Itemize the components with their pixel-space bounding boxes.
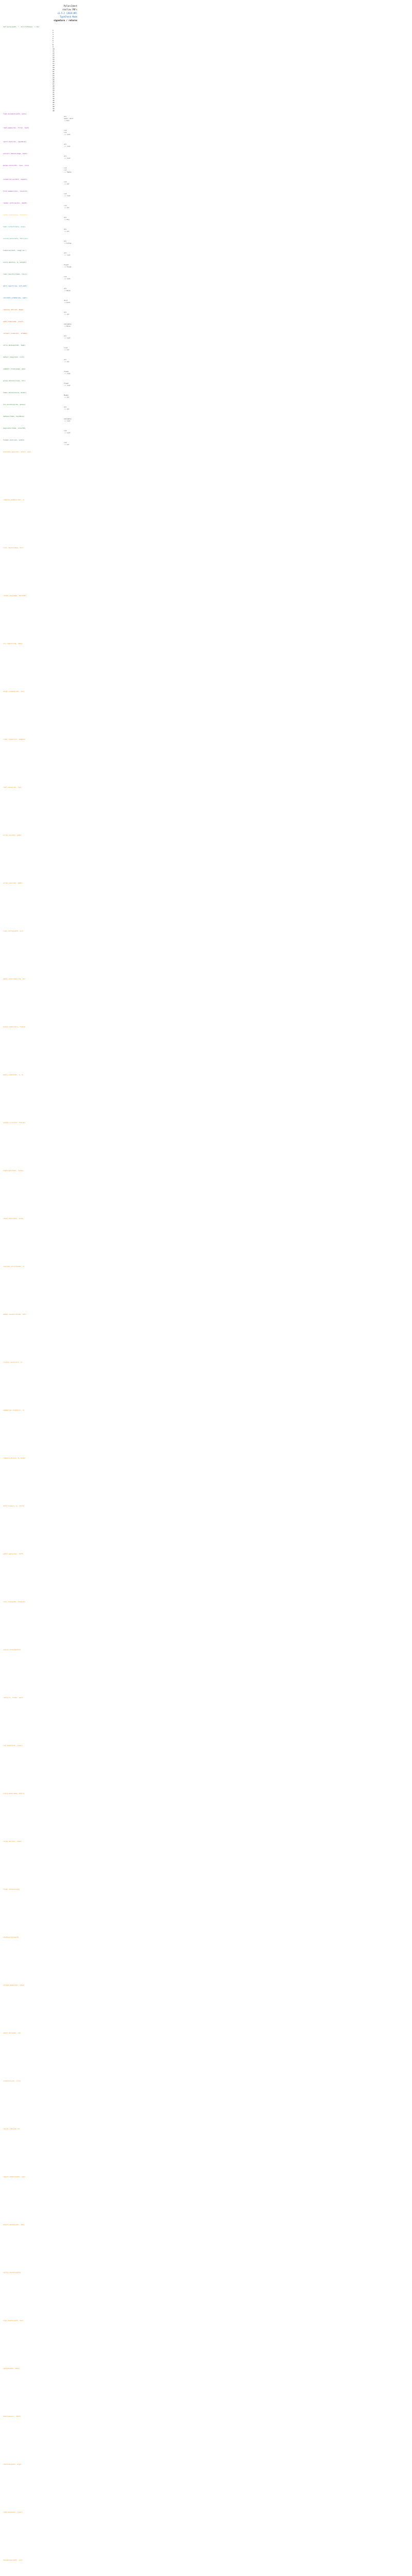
line-number: 31 [53,91,55,93]
function-entry [3,547,75,549]
meta-line: str [64,155,67,157]
function-entry [3,1840,75,1843]
function-signature-link[interactable]: load_document(path, opts) [3,113,27,115]
meta-line: str [64,252,67,254]
function-entry [3,415,75,422]
function-entry [3,2415,75,2418]
meta-line: -> list [64,278,71,280]
function-entry [3,1697,75,1699]
meta-line: Callable [64,323,72,325]
function-signature-link[interactable]: write_csv(tbl, path) [3,834,22,836]
function-signature-link[interactable]: paginate(items, size=50) [3,427,26,429]
line-number: 21 [53,71,55,73]
function-signature-link[interactable]: flush_cache(scope) [3,1888,20,1890]
function-signature-link[interactable]: segment_lines(page, gap) [3,368,26,370]
type-check-mode-link[interactable]: TypeCheck Mode [60,15,77,18]
function-entry [3,297,75,303]
line-number: 8 [53,44,54,46]
meta-line: opts: dict [64,117,74,120]
meta-line: -> None [64,325,71,327]
function-meta [3,264,75,268]
meta-line: -> bytes [64,242,72,244]
function-signature-link[interactable]: shutdown(grace=5) [3,1936,19,1938]
function-signature-link[interactable]: annotate_span(doc, start, end) [3,451,31,453]
line-number: 12 [53,52,55,54]
meta-line: str [64,311,67,313]
function-entry [3,344,75,351]
function-entry [3,309,75,315]
function-signature-link[interactable]: rank_results(items, top_k) [3,273,27,275]
function-signature-link[interactable]: find_headers(doc, level=2) [3,190,27,192]
function-entry [3,1217,75,1220]
function-meta [3,276,75,280]
function-signature-link[interactable]: diff_lines(a, b, ctx=3) [3,1505,25,1507]
function-entry [3,1457,75,1460]
meta-line: -> str [64,444,70,446]
function-entry [3,178,75,185]
function-signature-link[interactable]: extract_tables(page, mode) [3,152,27,155]
function-signature-link[interactable]: collect_links(doc, scheme) [3,332,27,334]
function-entry [3,392,75,398]
function-entry [3,1265,75,1268]
meta-line: str [64,216,67,218]
function-entry [3,152,75,159]
function-signature-link[interactable]: merge_cells(tbl, rows, cols) [3,164,29,166]
meta-line: -> str [64,313,70,315]
function-meta [3,418,75,422]
function-meta [3,167,75,173]
function-meta [3,129,75,135]
line-number: 35 [53,99,55,101]
line-number: 24 [53,77,55,79]
function-entry [3,427,75,434]
function-entry [3,1888,75,1891]
meta-line: -> str [64,207,70,209]
meta-line: str [64,143,67,145]
function-meta [3,335,75,339]
line-number: 39 [53,108,55,110]
function-entry [3,368,75,375]
line-number: 1 [53,29,54,31]
meta-line: int [64,430,67,432]
function-entry [3,882,75,885]
function-entry [3,238,75,244]
function-sections [3,113,75,446]
line-number: 36 [53,101,55,104]
function-entry [3,261,75,268]
meta-line: -> Any [64,218,70,221]
line-number: 15 [53,58,55,60]
function-signature-link[interactable]: score_match(a, b, weight) [3,261,27,263]
function-entry [3,320,75,327]
column-title: signature / returns [54,19,77,22]
function-meta [3,347,75,351]
function-entry [3,451,75,453]
function-signature-link[interactable]: cast_value(val, typ) [3,786,22,788]
function-entry [3,2319,75,2322]
line-number: 4 [53,36,54,38]
function-signature-link[interactable]: encode_meta(meta, fmt=json) [3,238,28,240]
function-signature-link[interactable]: compress(path, level) [3,2511,23,2513]
line-number: 40 [53,110,55,112]
meta-line: -> bool [64,301,71,303]
line-number: 7 [53,42,54,44]
function-entry [3,403,75,410]
function-entry [3,356,75,363]
line-number: 28 [53,85,55,87]
function-signature-link[interactable]: hash_content(data, algo) [3,226,26,228]
line-number: 33 [53,95,55,97]
line-number: 34 [53,97,55,99]
function-entry [3,738,75,741]
app-title: PyFuncIdent [63,5,77,7]
function-signature-link[interactable]: strip_markup(html, tags) [3,344,26,346]
function-meta [3,216,75,221]
meta-line: int [64,129,67,131]
meta-line: int [64,193,67,195]
function-signature-link[interactable]: clip_region(page, box) [3,547,24,549]
function-signature-link[interactable]: summarize_cluster(c, n) [3,1409,25,1411]
function-meta [3,115,75,122]
meta-line: -> str [64,361,70,363]
meta-line: int [64,181,67,183]
app-header [0,4,77,22]
function-signature-link[interactable]: chunk_text(text, size) [3,1217,24,1219]
function-signature-link[interactable]: export_bundle(doc, fmt) [3,2224,25,2226]
function-entry [3,2272,75,2274]
function-entry [3,1792,75,1795]
function-entry [3,1313,75,1316]
function-meta [3,370,75,375]
function-meta [3,394,75,398]
function-signature-link[interactable]: embed_chunks(chunks, mdl) [3,1313,27,1315]
meta-line: float [64,264,69,266]
function-entry [3,930,75,933]
function-entry [3,2463,75,2466]
function-meta [3,181,75,185]
function-entry [3,1361,75,1364]
function-signature-link[interactable]: explain_hit(hit, fields) [3,1122,26,1124]
meta-line: -> list [64,372,71,375]
function-entry [3,214,75,221]
meta-line: int [64,167,67,169]
function-entry [3,978,75,980]
function-entry [3,164,75,173]
function-signature-link[interactable]: walk_tree(node, visit) [3,320,24,323]
function-signature-link[interactable]: schedule(job, cron) [3,2080,21,2082]
function-signature-link[interactable]: verify_bundle(path) [3,2272,21,2274]
line-number: 22 [53,73,55,75]
function-signature-link[interactable]: validate_schema(obj, spec) [3,297,27,299]
meta-line: dict [64,299,68,301]
app-subtitle: shallow PDFs [62,8,77,11]
meta-line: -> None [64,290,71,292]
function-signature-link[interactable]: format_cell(val, width) [3,439,25,441]
function-entry [3,202,75,209]
line-number: 30 [53,89,55,91]
meta-line: list [64,347,68,349]
line-number: 16 [53,60,55,62]
function-signature-link[interactable]: patch_apply(doc, diff) [3,1553,24,1555]
function-entry [3,1984,75,1987]
meta-line: int [64,131,67,133]
meta-line: -> str [64,230,70,232]
function-signature-link[interactable]: stream_pages(doc, step) [3,1984,25,1986]
meta-line: -> list [64,145,71,147]
function-meta [3,442,75,446]
meta-line: str [64,359,67,361]
function-signature-link[interactable]: apply_overrides(cfg, kv) [3,978,26,980]
function-entry [3,2559,75,2562]
function-entry [3,1074,75,1076]
meta-line: -> list [64,432,71,434]
meta-line: -> Table [64,171,72,173]
function-signature-link[interactable]: compare_docs(a, b, mode) [3,1457,26,1459]
function-entry [3,1505,75,1507]
function-entry [3,141,75,147]
line-number-gutter [3,29,75,112]
function-entry [3,2032,75,2035]
function-entry [3,499,75,501]
meta-line: int [64,276,67,278]
function-meta [3,252,75,256]
function-signature-link[interactable]: close_doc(doc, save) [3,1840,22,1842]
function-entry [3,2080,75,2082]
function-signature-link[interactable]: label_block(block, model) [3,392,27,394]
function-meta [3,205,75,209]
meta-line: -> list [64,254,71,256]
line-number: 3 [53,33,54,36]
meta-line: int [64,169,67,171]
line-number: 29 [53,87,55,89]
line-number: 14 [53,56,55,58]
function-entry [3,1122,75,1124]
meta-line: -> float [64,266,72,268]
meta-line: -> str [64,183,70,185]
function-signature-link[interactable]: load_config(path, env) [3,930,24,932]
function-meta [3,143,75,147]
meta-line: -> list [64,420,71,422]
function-signature-link[interactable]: upload(path, dest) [3,2367,20,2369]
function-signature-link[interactable]: read_pages(doc, first, last) [3,127,29,129]
line-number: 25 [53,79,55,81]
function-entry [3,1936,75,1939]
function-signature-link[interactable]: compose_summary(doc, n) [3,499,25,501]
function-entry [3,249,75,256]
function-entry [3,1744,75,1747]
line-number: 27 [53,83,55,85]
meta-line: float [64,382,69,384]
meta-line: -> list [64,133,71,135]
function-signature-link[interactable]: unlock_file(handle) [3,1649,21,1651]
meta-line: -> list [64,384,71,386]
function-entry [3,1026,75,1028]
function-entry [3,113,75,122]
line-number: 23 [53,75,55,77]
meta-line: float [64,370,69,372]
function-signature-link[interactable]: download(src, dest) [3,2415,21,2417]
tail-function-sections [3,451,75,2576]
function-signature-link[interactable]: fix_encoding(raw, guess) [3,403,26,405]
meta-line: -> Doc [64,120,70,122]
meta-line: Callable [64,418,72,420]
function-signature-link[interactable]: normalize_ws(text, keep=1) [3,178,27,180]
function-entry [3,2511,75,2514]
function-entry [3,439,75,446]
function-meta [3,287,75,292]
meta-line: -> str [64,396,70,398]
function-signature-link[interactable]: cluster_vecs(vecs, k) [3,1361,23,1363]
meta-line: -> list [64,337,71,339]
line-number: 20 [53,69,55,71]
function-meta [3,406,75,410]
function-signature-link[interactable]: highlight(text, terms) [3,1170,24,1172]
function-entry [3,1553,75,1555]
function-signature-link[interactable]: dedupe(items, key=None) [3,415,25,417]
function-signature-link[interactable]: render_outline(doc, depth) [3,202,27,204]
function-entry [3,190,75,197]
line-number: 5 [53,38,54,40]
function-signature-link[interactable]: emit_report(res, out_path) [3,285,27,287]
function-signature-link[interactable]: checksum(path, algo) [3,2463,22,2465]
function-signature-link[interactable]: ocr_region(img, lang) [3,642,23,645]
function-entry [3,332,75,339]
meta-line: -> str [64,408,70,410]
function-entry [3,595,75,597]
function-signature-link[interactable]: split_text(doc, sep=None) [3,141,27,143]
function-meta [3,193,75,197]
line-number: 18 [53,64,55,66]
function-signature-link[interactable]: tokenize(text, lang='en') [3,249,27,251]
function-entry [3,2176,75,2178]
version-line: v1.5.2 (2024-09) [57,12,77,14]
function-signature-link[interactable]: lock_file(path, timeout) [3,1601,26,1603]
function-signature-link[interactable]: write_json(obj, path) [3,882,23,884]
function-meta [3,311,75,315]
function-meta [3,323,75,327]
line-number: 19 [53,66,55,69]
meta-line: -> str [64,349,70,351]
function-meta [3,299,75,303]
line-number: 11 [53,50,55,52]
function-signature-link[interactable]: report_stats(stats, out) [3,2176,26,2178]
meta-line: str [64,335,67,337]
function-signature-link[interactable]: build_index(docs, field) [3,1026,26,1028]
function-entry [3,786,75,789]
line-number: 32 [53,93,55,95]
function-entry [3,1409,75,1412]
function-entry [3,380,75,386]
function-entry [3,1601,75,1603]
function-meta [3,240,75,244]
function-entry [3,690,75,693]
function-meta [3,359,75,363]
meta-line: str [64,240,67,242]
line-number: 2 [53,31,54,33]
meta-line: Model [64,394,69,396]
function-entry [3,1170,75,1172]
function-entry [3,1649,75,1651]
meta-line: str [64,228,67,230]
meta-line: -> list [64,157,71,159]
line-number: 13 [53,54,55,56]
function-signature-link[interactable]: cache_lookup(key, default) [3,214,27,216]
line-number: 26 [53,81,55,83]
function-entry [3,273,75,280]
function-signature-link[interactable]: detect_lang(text, hint) [3,356,25,358]
signature-list [3,26,75,2576]
function-signature-link[interactable]: log_event(evt, level) [3,1744,23,1747]
function-signature-link[interactable]: watch_dir(path, cb) [3,2032,21,2034]
meta-line: int [64,442,67,444]
meta-line: str [64,406,67,408]
function-entry [3,127,75,135]
function-entry [3,2128,75,2130]
function-signature-link[interactable]: retry(fn, times, wait) [3,1697,24,1699]
function-signature-link[interactable]: cancel_job(job_id) [3,2128,20,2130]
meta-line: str [64,115,67,117]
function-signature-link[interactable]: infer_types(col, sample) [3,738,26,740]
function-signature-link[interactable]: query_index(idx, q, k) [3,1074,24,1076]
function-signature-link[interactable]: resolve_ref(ref, base) [3,309,24,311]
line-number: 10 [53,48,55,50]
line-number: 6 [53,40,54,42]
function-meta [3,155,75,159]
line-number: 38 [53,106,55,108]
function-entry [3,834,75,837]
function-entry [3,2367,75,2370]
function-entry [3,2224,75,2226]
meta-line: int [64,205,67,207]
function-entry [3,285,75,292]
function-signature-link[interactable]: align_columns(tbl, tol) [3,690,25,692]
function-signature-link[interactable]: decompress(path, out) [3,2559,23,2561]
line-number: 9 [53,46,54,48]
function-signature-link[interactable]: render_png(page, dpi=150) [3,595,27,597]
meta-line: str [64,287,67,290]
meta-line: -> list [64,195,71,197]
function-meta [3,228,75,232]
line-number: 37 [53,104,55,106]
function-signature-link[interactable]: sign_bundle(path, key) [3,2319,24,2321]
function-meta [3,430,75,434]
lead-signature[interactable]: def parse(path, *, strict=False) -> Doc [3,26,40,28]
function-meta [3,382,75,386]
function-entry [3,642,75,645]
function-signature-link[interactable]: group_blocks(lines, thr) [3,380,26,382]
function-signature-link[interactable]: trace_span(name, attrs) [3,1792,25,1794]
function-signature-link[interactable]: overlap_join(chunks, n) [3,1265,25,1267]
function-entry [3,226,75,232]
line-number: 17 [53,62,55,64]
